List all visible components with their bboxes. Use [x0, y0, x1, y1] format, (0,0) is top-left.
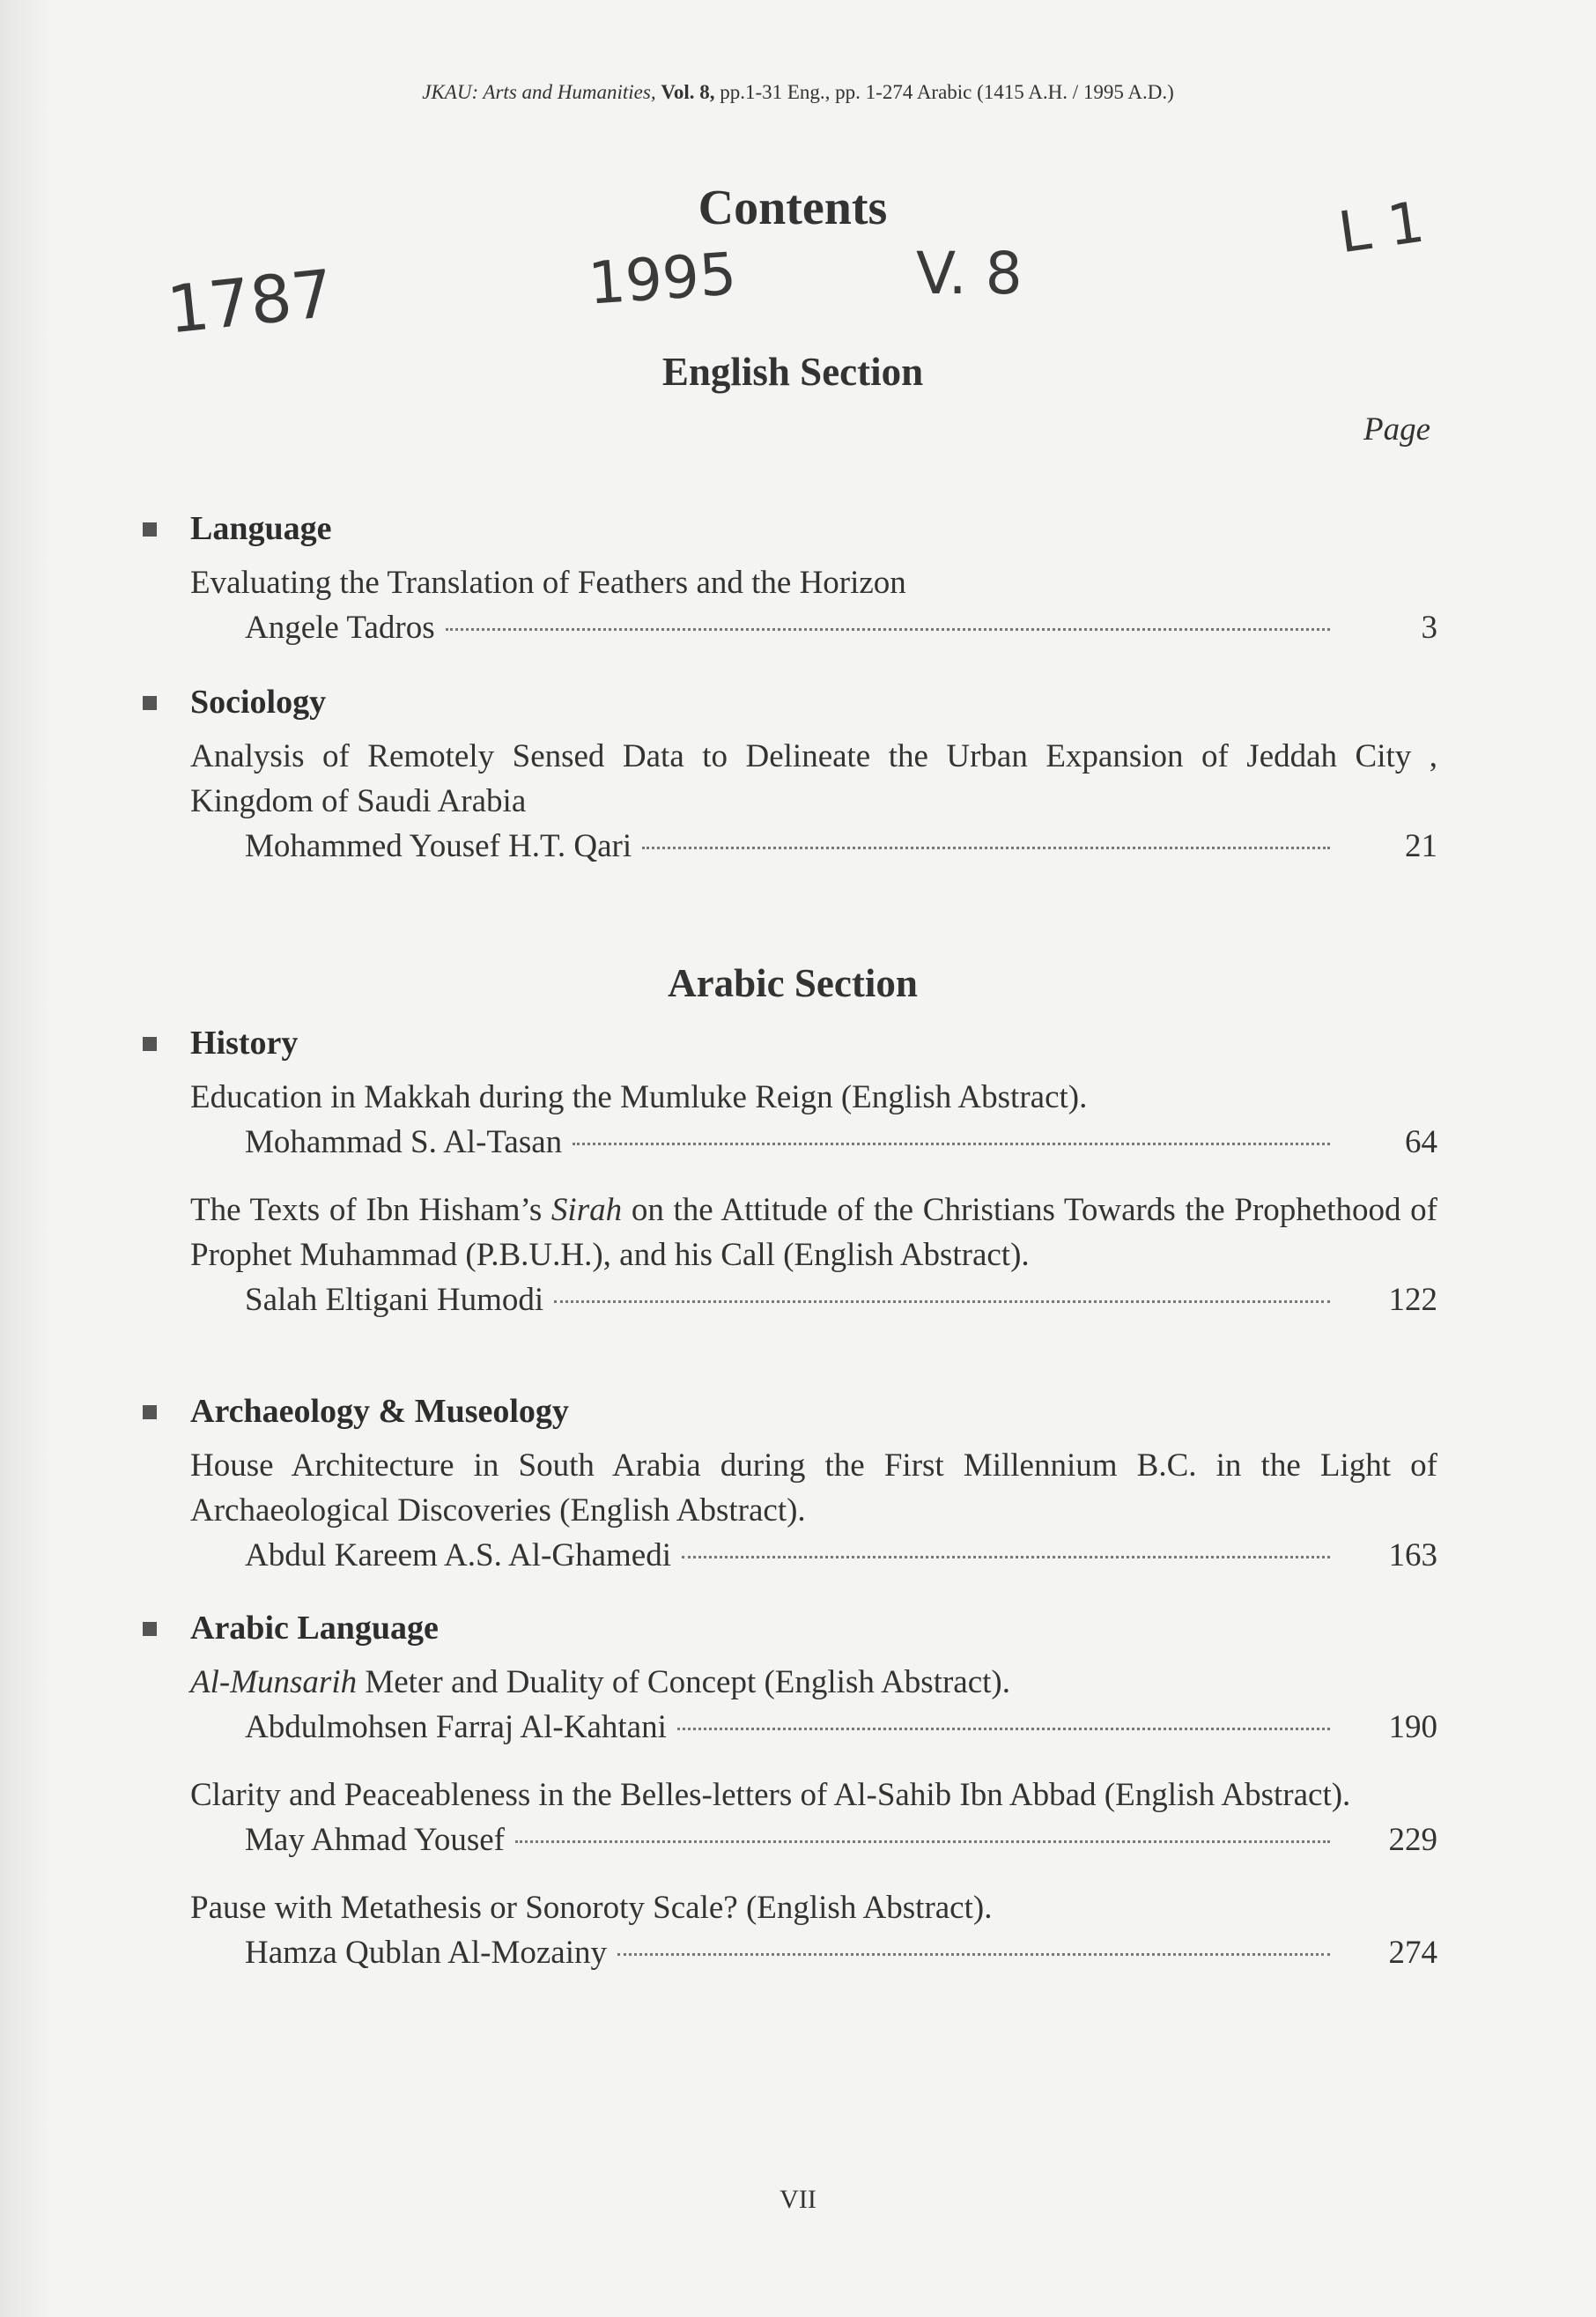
- english-sociology-block: [141, 683, 1437, 892]
- entry-page: 229: [1388, 1822, 1437, 1858]
- entry-title: Clarity and Peaceableness in the Belles-letters of Al-Sahib Ibn Abbad (English Abstract).: [190, 1777, 1351, 1813]
- dot-leader: [446, 627, 1330, 631]
- entry-page: 122: [1388, 1282, 1437, 1318]
- dot-leader: [554, 1299, 1330, 1303]
- handwritten-volume: V. 8: [916, 240, 1023, 307]
- entry-title: Analysis of Remotely Sensed Data to Delineate the Urban Expansion of Jeddah City , Kingdom of Saudi Arabia: [190, 738, 1437, 819]
- page-title: Contents: [698, 181, 888, 235]
- category-heading: Archaeology & Museology: [141, 1392, 1437, 1431]
- toc-entry: [190, 560, 1437, 650]
- toc-entry: [190, 1773, 1437, 1862]
- entry-title: House Architecture in South Arabia during the First Millennium B.C. in the Light of Archaeological Discoveries (English Abstract).: [190, 1447, 1437, 1529]
- entry-author: Angele Tadros: [245, 610, 435, 646]
- entry-author: Mohammad S. Al-Tasan: [245, 1124, 563, 1160]
- entry-page: 190: [1388, 1709, 1437, 1745]
- entry-title: Al-Munsarih Meter and Duality of Concept (English Abstract).: [190, 1664, 1010, 1700]
- toc-entry: [190, 1075, 1437, 1165]
- entry-author: Salah Eltigani Humodi: [245, 1282, 544, 1318]
- entry-page: 3: [1421, 610, 1437, 646]
- category-heading: History: [141, 1024, 1437, 1062]
- scan-edge-shadow: [0, 0, 53, 2317]
- entry-title: The Texts of Ibn Hisham’s Sirah on the Attitude of the Christians Towards the Prophethood of Prophet Muhammad (P.B.U.H.), and his Call (English Abstract).: [190, 1192, 1437, 1273]
- toc-entry: [190, 734, 1437, 869]
- journal-name: JKAU: Arts and Humanities,: [422, 81, 656, 103]
- bullet-square-icon: [143, 1622, 157, 1636]
- entry-title: Education in Makkah during the Mumluke Reign (English Abstract).: [190, 1079, 1088, 1115]
- dot-leader: [677, 1727, 1330, 1730]
- handwritten-mark: L 1: [1334, 189, 1429, 267]
- arabic-section-title: Arabic Section: [668, 961, 918, 1005]
- english-language-block: [141, 509, 1437, 673]
- running-head: [0, 81, 1596, 104]
- entry-author: Abdul Kareem A.S. Al-Ghamedi: [245, 1537, 671, 1573]
- toc-entry: [190, 1885, 1437, 1975]
- dot-leader: [642, 846, 1330, 849]
- entry-page: 64: [1405, 1124, 1437, 1160]
- pages-info: pp.1-31 Eng., pp. 1-274 Arabic (1415 A.H. / 1995 A.D.): [720, 81, 1174, 103]
- arabic-archaeology-block: [141, 1392, 1437, 1601]
- arabic-language-block: [141, 1609, 1437, 1998]
- entry-author: Hamza Qublan Al-Mozainy: [245, 1935, 607, 1971]
- page-folio: VII: [780, 2185, 816, 2214]
- bullet-square-icon: [143, 696, 157, 710]
- dot-leader: [573, 1142, 1330, 1145]
- volume: Vol. 8,: [661, 81, 715, 103]
- bullet-square-icon: [143, 522, 157, 537]
- entry-author: May Ahmad Yousef: [245, 1822, 505, 1858]
- entry-page: 274: [1388, 1935, 1437, 1971]
- category-heading: Language: [141, 509, 1437, 548]
- bullet-square-icon: [143, 1037, 157, 1051]
- handwritten-number: 1787: [164, 255, 337, 349]
- toc-entry: [190, 1443, 1437, 1578]
- dot-leader: [515, 1840, 1330, 1843]
- entry-title: Pause with Metathesis or Sonoroty Scale? (English Abstract).: [190, 1890, 993, 1926]
- toc-entry: [190, 1188, 1437, 1322]
- page-column-label: Page: [1363, 411, 1431, 448]
- dot-leader: [617, 1952, 1330, 1956]
- entry-page: 163: [1388, 1537, 1437, 1573]
- entry-author: Abdulmohsen Farraj Al-Kahtani: [245, 1709, 667, 1745]
- entry-page: 21: [1405, 828, 1437, 864]
- bullet-square-icon: [143, 1405, 157, 1419]
- arabic-history-block: [141, 1024, 1437, 1345]
- entry-title: Evaluating the Translation of Feathers and the Horizon: [190, 565, 906, 601]
- entry-author: Mohammed Yousef H.T. Qari: [245, 828, 632, 864]
- dot-leader: [682, 1555, 1330, 1558]
- english-section-title: English Section: [661, 350, 924, 394]
- category-heading: Sociology: [141, 683, 1437, 722]
- toc-entry: [190, 1660, 1437, 1750]
- category-heading: Arabic Language: [141, 1609, 1437, 1647]
- handwritten-year: 1995: [586, 240, 739, 318]
